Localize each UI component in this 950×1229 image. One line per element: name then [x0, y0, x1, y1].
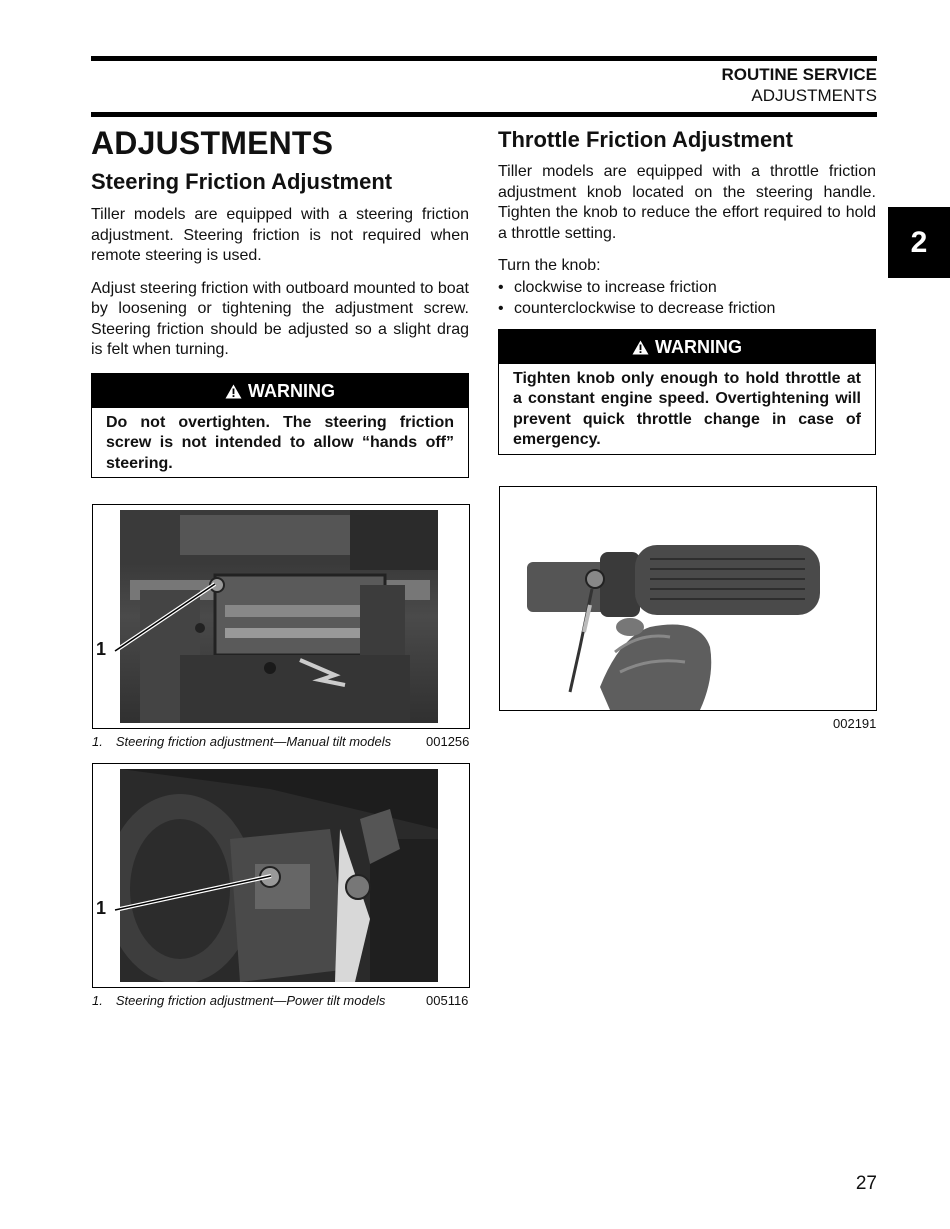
- steering-section-heading: Steering Friction Adjustment: [91, 169, 393, 194]
- throttle-warning-text: Tighten knob only enough to hold throttle at a constant engine speed. Overtightening will prevent quick throttle change in case of emergency.: [513, 369, 861, 448]
- header-top-rule: [91, 56, 877, 61]
- steering-paragraph-1: Tiller models are equipped with a steering friction adjustment. Steering friction is not required when remote steering is used.: [91, 206, 469, 264]
- throttle-paragraph-2: Turn the knob:: [498, 257, 601, 274]
- header-bottom-rule: [91, 112, 877, 117]
- callout-label: 1: [96, 639, 107, 659]
- right-column: [498, 123, 876, 455]
- header-section-title: ROUTINE SERVICE: [721, 65, 877, 84]
- callout-label: 1: [96, 898, 107, 918]
- throttle-warning-header: [499, 330, 875, 364]
- figure-number: 005116: [426, 993, 469, 1008]
- figure-number: 001256: [426, 734, 470, 749]
- figure-caption: 1. Steering friction adjustment—Manual tilt models: [92, 734, 392, 749]
- page-number: 27: [855, 1173, 877, 1194]
- page-title: ADJUSTMENTS: [91, 125, 334, 161]
- warning-icon: [632, 340, 649, 355]
- steering-warning-header: [92, 374, 468, 408]
- figure-throttle-friction: [499, 486, 877, 711]
- throttle-bullet-list: [498, 277, 876, 319]
- throttle-friction-photo: [500, 487, 876, 710]
- callout-leader-line: [93, 764, 469, 987]
- list-item: • counterclockwise to decrease friction: [498, 299, 776, 317]
- left-column: [91, 123, 469, 478]
- callout-leader-line: [93, 505, 469, 728]
- steering-warning-text: Do not overtighten. The steering friction screw is not intended to allow “hands off” steering.: [106, 413, 454, 472]
- figure-number: 002191: [833, 716, 877, 731]
- throttle-section-heading: Throttle Friction Adjustment: [498, 127, 793, 152]
- throttle-paragraph-1: Tiller models are equipped with a throttle friction adjustment knob located on the steering handle. Tighten the knob to reduce the effort required to hold a throttle setting.: [498, 163, 876, 242]
- figure-caption: 1. Steering friction adjustment—Power tilt models: [92, 993, 386, 1008]
- header-topic-title: ADJUSTMENTS: [751, 86, 877, 105]
- list-item: • clockwise to increase friction: [498, 278, 717, 296]
- steering-warning-box: [91, 373, 469, 479]
- figure-manual-tilt: [92, 504, 470, 729]
- figure-power-tilt: [92, 763, 470, 988]
- throttle-warning-box: [498, 329, 876, 455]
- throttle-warning-label: WARNING: [655, 336, 742, 357]
- chapter-tab: 2: [888, 207, 950, 278]
- warning-icon: [225, 384, 242, 399]
- steering-paragraph-2: Adjust steering friction with outboard mounted to boat by loosening or tightening the adjustment screw. Steering friction should be adjusted so a slight drag is felt when turning.: [91, 279, 469, 358]
- steering-warning-label: WARNING: [248, 380, 335, 401]
